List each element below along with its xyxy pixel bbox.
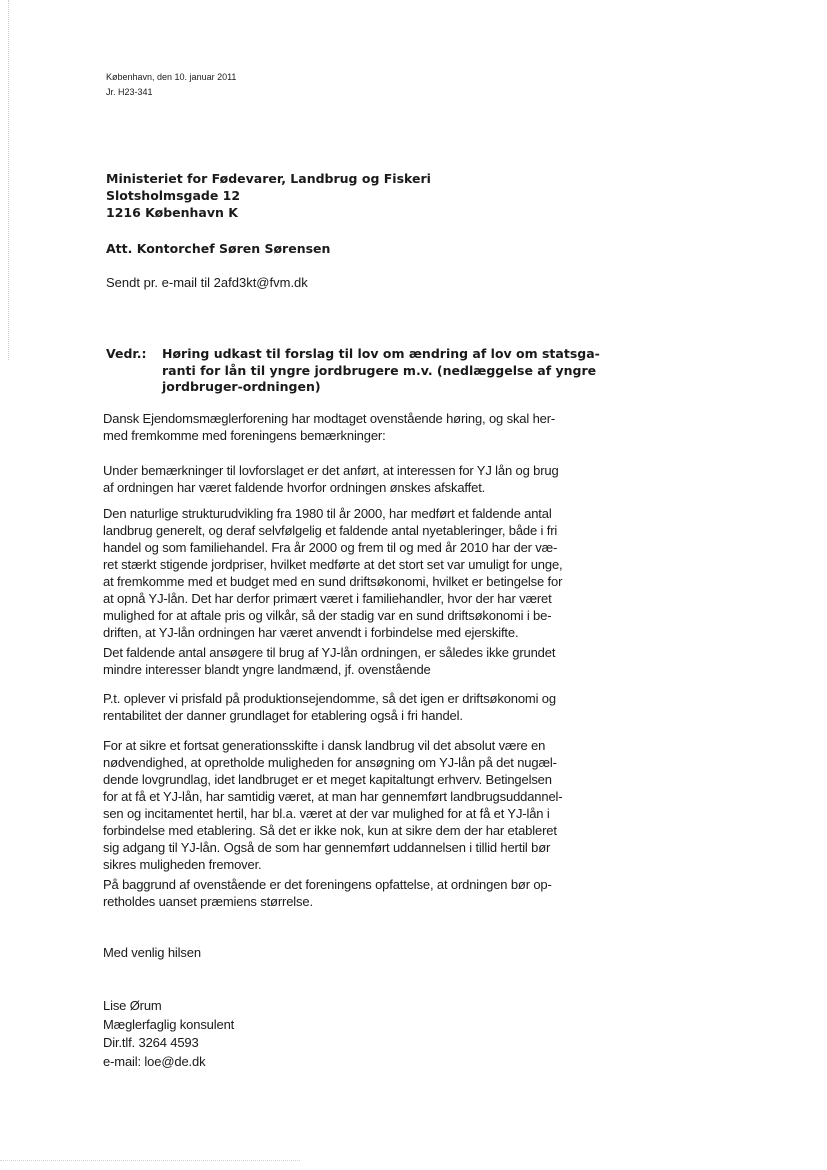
signature-phone: Dir.tlf. 3264 4593 [103, 1035, 199, 1050]
paragraph-line: at fremkomme med et budget med en sund driftsøkonomi, hvilket er betingelse for [103, 574, 563, 589]
subject-line: Høring udkast til forslag til lov om ændring af lov om statsga- [162, 346, 600, 361]
paragraph-line: forbindelse med etablering. Så det er ikke nok, kun at sikre dem der har etableret [103, 823, 557, 838]
subject-line: ranti for lån til yngre jordbrugere m.v. (nedlæggelse af yngre [162, 362, 597, 378]
paragraph-line: retholdes uanset præmiens størrelse. [103, 894, 313, 909]
paragraph-line: sikres muligheden fremover. [103, 857, 262, 872]
subject-line: jordbruger-ordningen) [162, 379, 321, 394]
signature-title: Mæglerfaglig konsulent [103, 1016, 235, 1032]
paragraph-line: dende lovgrundlag, idet landbruget er et meget kapitaltungt erhverv. Betingelsen [103, 772, 552, 787]
paragraph-intro [103, 410, 603, 444]
paragraph-line: driften, at YJ-lån ordningen har været anvendt i forbindelse med ejerskifte. [103, 625, 519, 640]
subject-text [162, 346, 600, 396]
sent-by-email: Sendt pr. e-mail til 2afd3kt@fvm.dk [106, 275, 308, 290]
paragraph-applicants [103, 644, 603, 678]
paragraph-line: P.t. oplever vi prisfald på produktionsejendomme, så det igen er driftsøkonomi og [103, 691, 556, 706]
paragraph-line: Den naturlige strukturudvikling fra 1980 til år 2000, har medført et faldende antal [103, 506, 552, 521]
reference-number: Jr. H23-341 [106, 87, 153, 97]
paragraph-price-drop [103, 690, 603, 724]
paragraph-line: sig adgang til YJ-lån. Også de som har gennemført uddannelsen i tillid hertil bør [103, 840, 551, 855]
recipient-line: 1216 København K [106, 205, 238, 220]
attention-line: Att. Kontorchef Søren Sørensen [106, 241, 331, 256]
recipient-line: Ministeriet for Fødevarer, Landbrug og Fiskeri [106, 171, 431, 186]
paragraph-line: af ordningen har været faldende hvorfor ordningen ønskes afskaffet. [103, 480, 486, 495]
recipient-address [106, 170, 431, 221]
paragraph-line: På baggrund af ovenstående er det foreningens opfattelse, at ordningen bør op- [103, 877, 552, 892]
paragraph-line: landbrug generelt, og deraf selvfølgelig et faldende antal nyetableringer, både i fri [103, 523, 558, 538]
paragraph-line: mulighed for at aftale pris og vilkår, så der stadig var en sund driftsøkonomi i be- [103, 608, 552, 623]
paragraph-line: mindre interesser blandt yngre landmænd, jf. ovenstående [103, 662, 431, 677]
paragraph-line: for at få et YJ-lån, har samtidig været, at man har gennemført landbrugsuddannel- [103, 789, 563, 804]
paragraph-line: Det faldende antal ansøgere til brug af YJ-lån ordningen, er således ikke grundet [103, 645, 556, 660]
paragraph-line: sen og incitamentet hertil, har bl.a. været at der var mulighed for at få et YJ-lån i [103, 806, 550, 821]
paragraph-line: rentabilitet der danner grundlaget for etablering også i fri handel. [103, 708, 463, 723]
paragraph-remarks [103, 462, 603, 496]
paragraph-line: Under bemærkninger til lovforslaget er det anført, at interessen for YJ lån og brug [103, 463, 559, 478]
place-date: København, den 10. januar 2011 [106, 72, 237, 82]
closing-greeting: Med venlig hilsen [103, 945, 201, 960]
scan-bottom-line [0, 1160, 300, 1161]
paragraph-line: handel og som familiehandel. Fra år 2000 og frem til og med år 2010 har der væ- [103, 540, 558, 555]
paragraph-line: nødvendighed, at opretholde muligheden for ansøgning om YJ-lån på det nugæl- [103, 755, 557, 770]
paragraph-generation-change [103, 737, 603, 873]
signature-name: Lise Ørum [103, 998, 162, 1013]
paragraph-line: ret stærkt stigende jordpriser, hvilket medførte at det stort set var umuligt for unge, [103, 557, 563, 572]
paragraph-line: For at sikre et fortsat generationsskifte i dansk landbrug vil det absolut være en [103, 738, 546, 753]
signature-block [103, 997, 603, 1071]
scan-edge-line [8, 0, 9, 360]
signature-email: e-mail: loe@de.dk [103, 1053, 206, 1069]
paragraph-line: Dansk Ejendomsmæglerforening har modtaget ovenstående høring, og skal her- [103, 411, 556, 426]
paragraph-line: med fremkomme med foreningens bemærkninger: [103, 428, 386, 443]
paragraph-structure [103, 505, 603, 641]
paragraph-line: at opnå YJ-lån. Det har derfor primært været i familiehandler, hvor der har været [103, 591, 552, 606]
subject-label: Vedr.: [106, 346, 147, 361]
paragraph-conclusion [103, 876, 603, 910]
recipient-line: Slotsholmsgade 12 [106, 188, 241, 203]
